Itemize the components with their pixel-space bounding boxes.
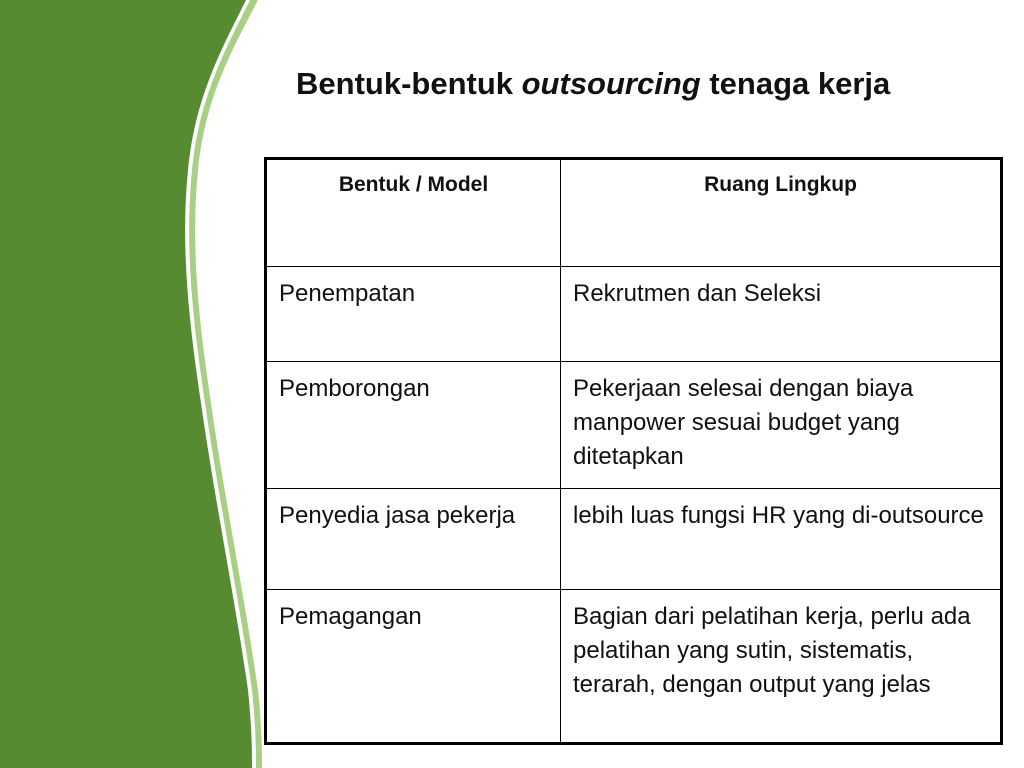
title-emphasis: outsourcing xyxy=(521,66,701,101)
table-row xyxy=(266,267,1002,362)
table-row xyxy=(266,489,1002,590)
outsourcing-forms-table xyxy=(264,157,1003,745)
header-model: Bentuk / Model xyxy=(266,159,561,267)
table-row xyxy=(266,590,1002,744)
cell-model: Penempatan xyxy=(266,267,561,362)
cell-model: Pemagangan xyxy=(266,590,561,744)
cell-scope: Rekrutmen dan Seleksi xyxy=(561,267,1002,362)
table-header-row xyxy=(266,159,1002,267)
header-scope: Ruang Lingkup xyxy=(561,159,1002,267)
cell-scope: Bagian dari pelatihan kerja, perlu ada pelatihan yang sutin, sistematis, terarah, dengan output yang jelas xyxy=(561,590,1002,744)
cell-scope: Pekerjaan selesai dengan biaya manpower sesuai budget yang ditetapkan xyxy=(561,362,1002,489)
table-row xyxy=(266,362,1002,489)
title-part-2: tenaga kerja xyxy=(700,66,891,101)
side-green-panel xyxy=(0,0,252,768)
title-part-1: Bentuk-bentuk xyxy=(296,66,522,101)
cell-model: Penyedia jasa pekerja xyxy=(266,489,561,590)
side-decoration xyxy=(0,0,300,768)
cell-model: Pemborongan xyxy=(266,362,561,489)
slide-title xyxy=(296,64,890,104)
cell-scope: lebih luas fungsi HR yang di-outsource xyxy=(561,489,1002,590)
